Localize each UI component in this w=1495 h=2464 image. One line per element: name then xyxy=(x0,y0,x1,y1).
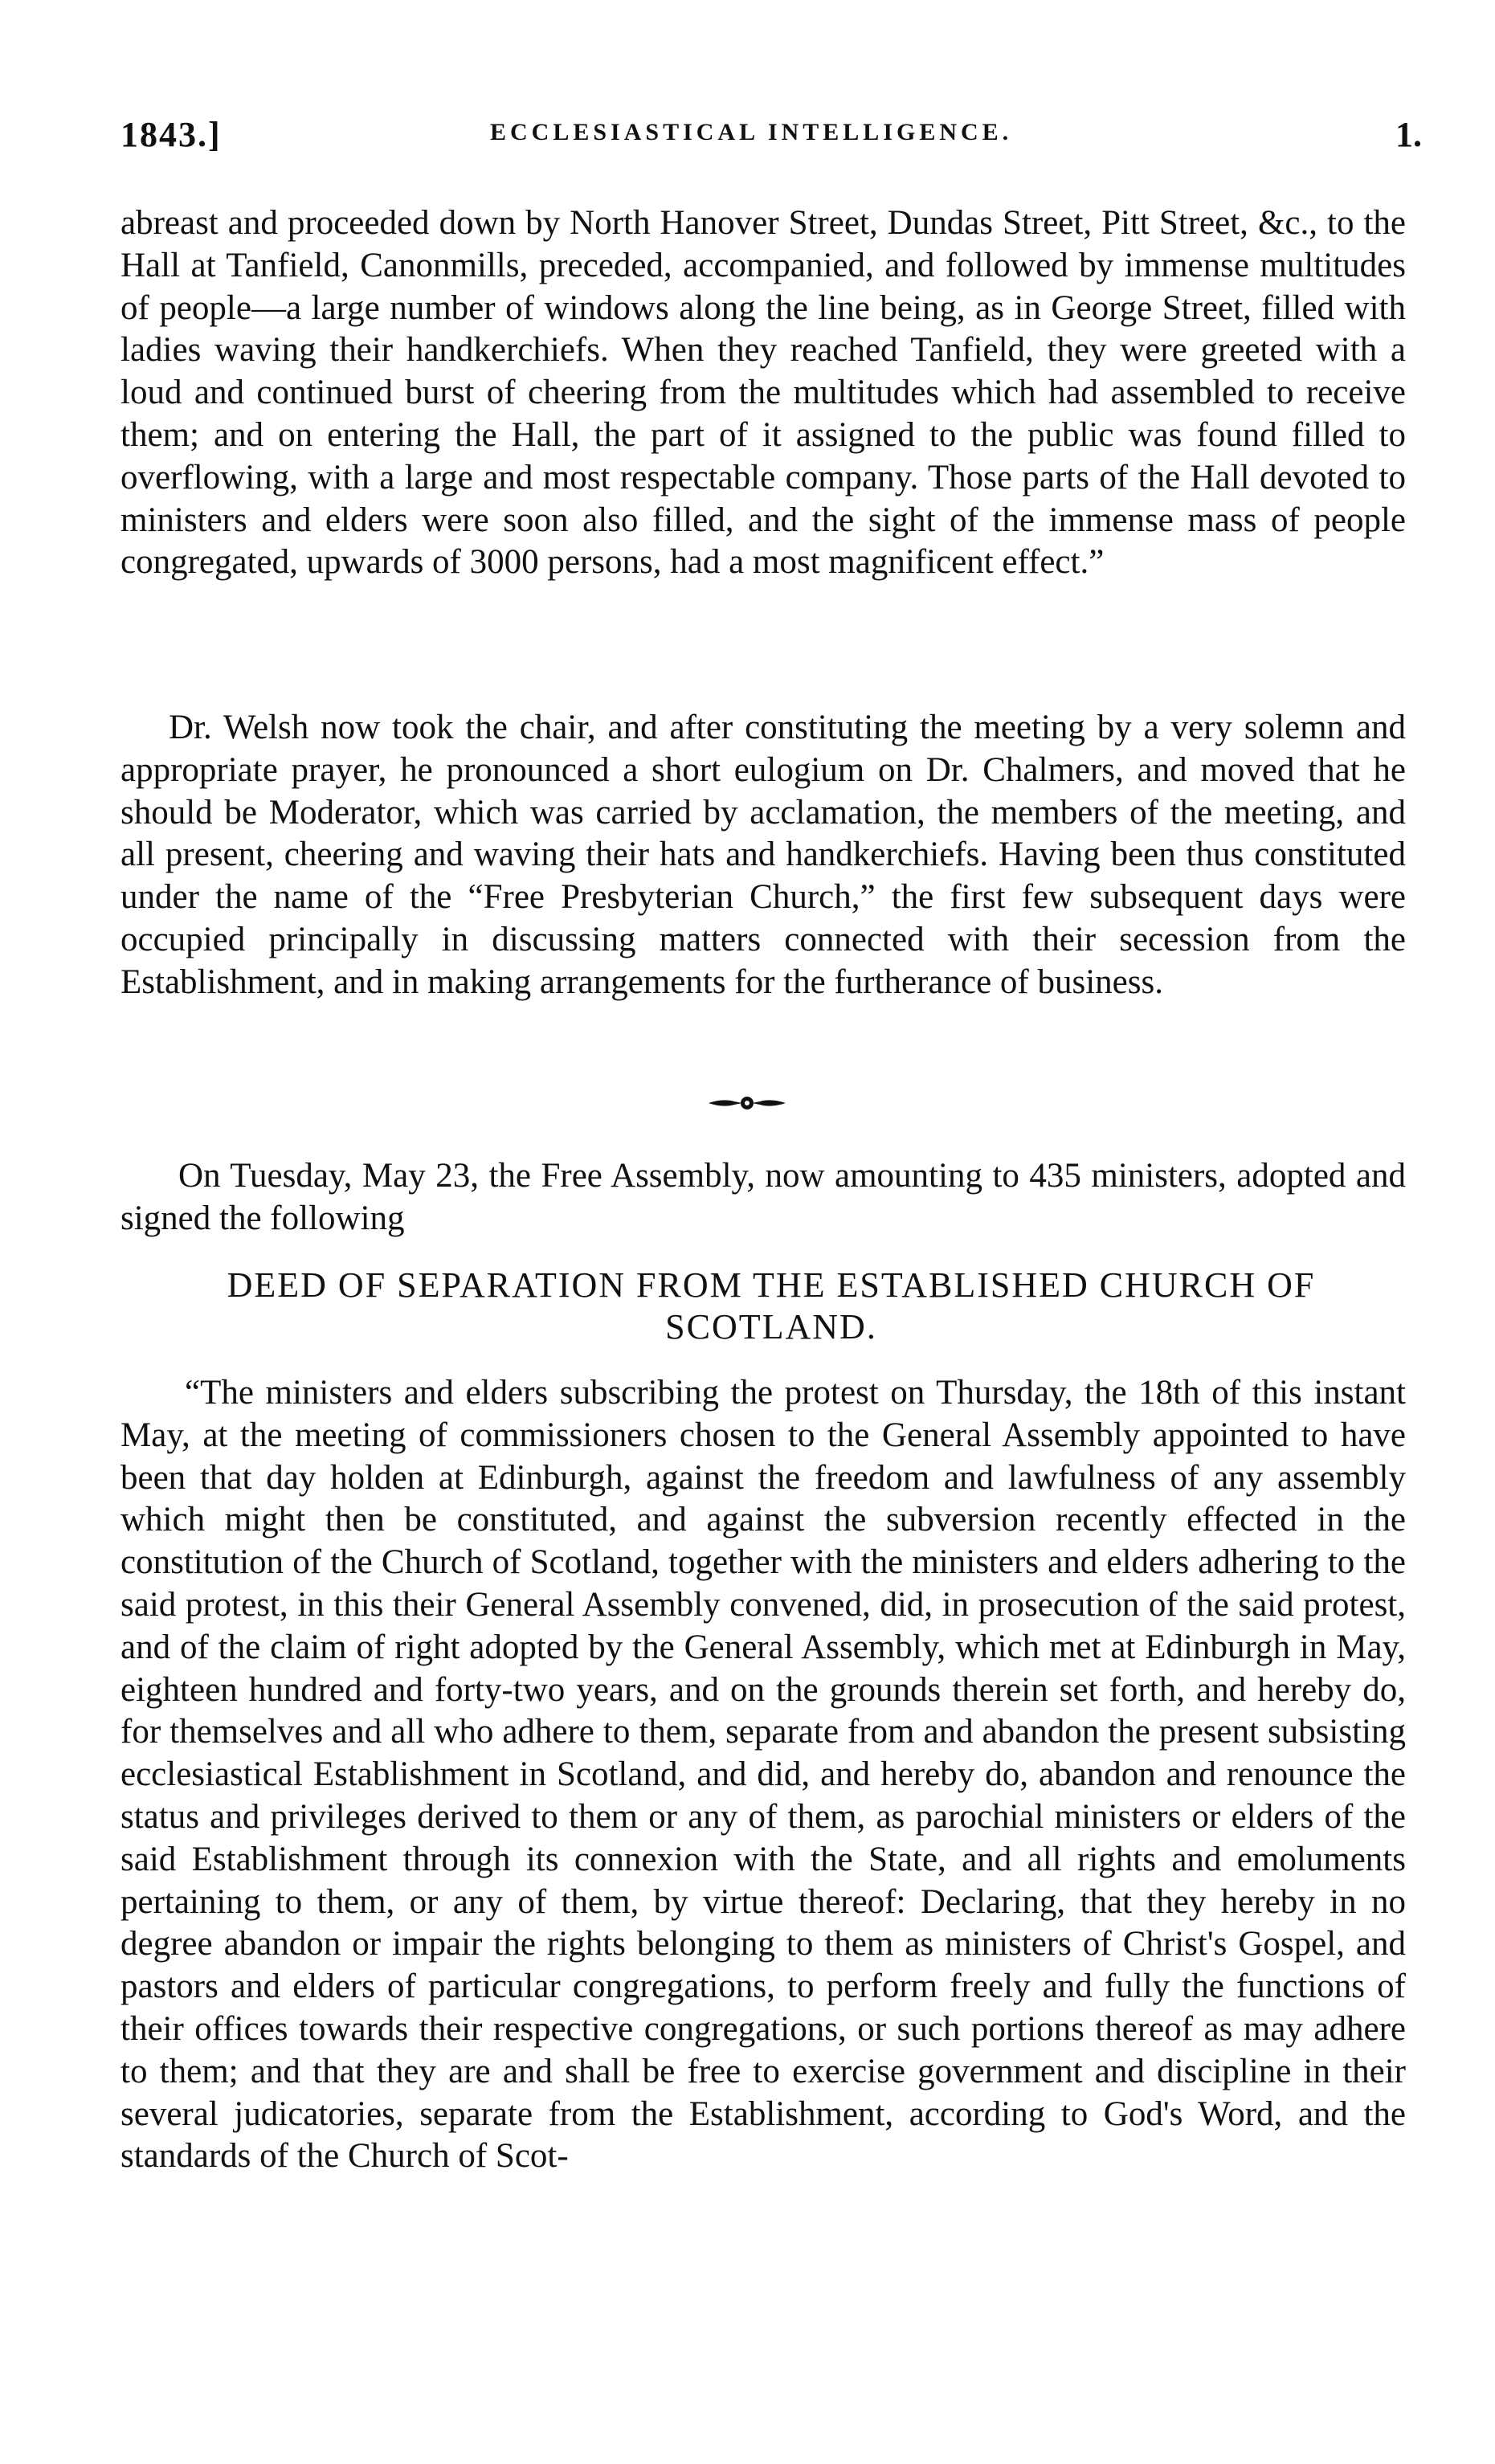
ornament-icon xyxy=(707,1091,787,1115)
page-number: 1. xyxy=(1395,115,1422,154)
section-heading xyxy=(120,1265,1422,1348)
heading-line-2: SCOTLAND. xyxy=(665,1307,877,1346)
paragraph-procession: abreast and proceeded down by North Hanover Street, Dundas Street, Pitt Street, &c., to the Hall at Tanfield, Canonmills, preceded, accompanied, and followed by immense multitudes of people—a large number of windows along the line being, as in George Street, filled with ladies waving their handkerchiefs. When they reached Tanfield, they were greeted with a loud and continued burst of cheering from the multitudes which had assembled to receive them; and on entering the Hall, the part of it assigned to the public was found filled to overflowing, with a large and most respectable company. Those parts of the Hall devoted to ministers and elders were soon also filled, and the sight of the immense mass of people congregated, upwards of 3000 persons, had a most magnificent effect.” xyxy=(120,204,1406,582)
running-head xyxy=(120,114,1422,162)
paragraph-free-assembly: On Tuesday, May 23, the Free Assembly, now amounting to 435 ministers, adopted and signed the following xyxy=(120,1157,1406,1237)
running-head-title: ECCLESIASTICAL INTELLIGENCE. xyxy=(490,119,1013,145)
running-head-year: 1843.] xyxy=(120,115,222,154)
heading-line-1: DEED OF SEPARATION FROM THE ESTABLISHED CHURCH OF xyxy=(227,1265,1316,1305)
paragraph-deed-text: “The ministers and elders subscribing the protest on Thursday, the 18th of this instant May, at the meeting of commissioners chosen to the General Assembly appointed to have been that day holden at Edinburgh, against the freedom and lawfulness of any assembly which might then be constituted, and against the subversion recently effected in the constitution of the Church of Scotland, together with the ministers and elders adhering to the said protest, in this their General Assembly convened, did, in prosecution of the said protest, and of the claim of right adopted by the General Assembly, which met at Edinburgh in May, eighteen hundred and forty-two years, and on the grounds therein set forth, and hereby do, for themselves and all who adhere to them, separate from and abandon the present subsisting ecclesiastical Establishment in Scotland, and did, and hereby do, abandon and renounce the status and privileges derived to them or any of them, as parochial ministers or elders of the said Establishment through its connexion with the State, and all rights and emoluments pertaining to them, or any of them, by virtue thereof: Declaring, that they hereby in no degree abandon or impair the rights belonging to them as ministers of Christ's Gospel, and pastors and elders of particular congregations, to perform freely and fully the functions of their offices towards their respective congregations, or such portions thereof as may adhere to them; and that they are and shall be free to exercise government and discipline in their several judicatories, separate from the Establishment, according to God's Word, and the standards of the Church of Scot- xyxy=(120,1374,1406,2176)
paragraph-constitution: Dr. Welsh now took the chair, and after constituting the meeting by a very solemn and appropriate prayer, he pronounced a short eulogium on Dr. Chalmers, and moved that he should be Moderator, which was carried by acclamation, the members of the meeting, and all present, cheering and waving their hats and handkerchiefs. Having been thus constituted under the name of the “Free Presbyterian Church,” the first few subsequent days were occupied principally in discussing matters connected with their secession from the Establishment, and in making arrangements for the furtherance of business. xyxy=(120,709,1406,1001)
